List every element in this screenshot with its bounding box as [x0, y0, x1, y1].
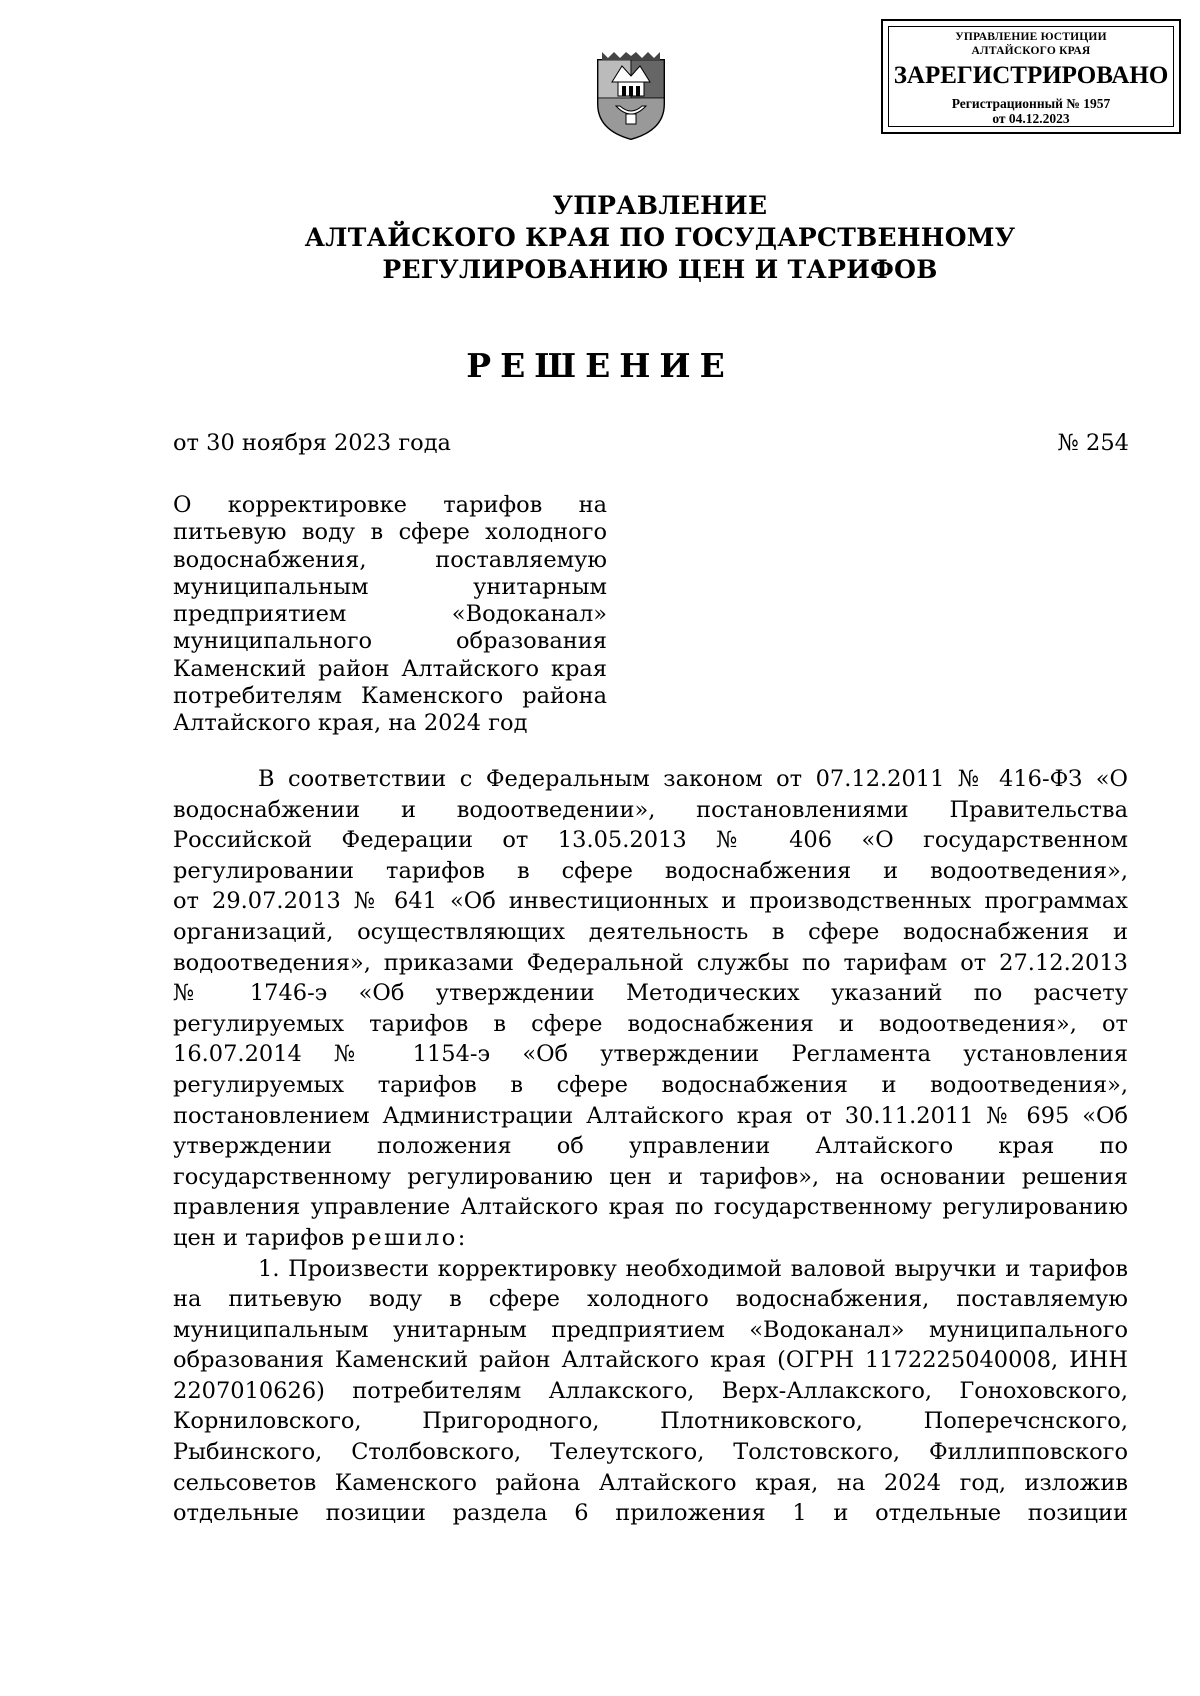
- item1-line: Корниловского, Пригородного, Плотниковского, Поперечснского,: [173, 1408, 1128, 1435]
- body-line: утверждении положения об управлении Алтайского края по: [173, 1133, 1128, 1160]
- subject-line: Каменский район Алтайского края: [173, 655, 607, 682]
- subject-line: муниципальным унитарным: [173, 573, 607, 600]
- subject-line: потребителям Каменского района: [173, 683, 607, 710]
- body-line-resolution: [173, 1223, 1128, 1254]
- subject-line: муниципального образования: [173, 628, 607, 655]
- body-line: от 29.07.2013 № 641 «Об инвестиционных и производственных программах: [173, 888, 1128, 915]
- document-type-heading: РЕШЕНИЕ: [466, 346, 734, 385]
- stamp-status: ЗАРЕГИСТРИРОВАНО: [893, 62, 1169, 89]
- body-line: постановлением Администрации Алтайского края от 30.11.2011 № 695 «Об: [173, 1102, 1128, 1129]
- body-line: В соответствии с Федеральным законом от 07.12.2011 № 416-ФЗ «О: [258, 766, 1128, 792]
- item1-line: Рыбинского, Столбовского, Телеутского, Толстовского, Филлипповского: [173, 1439, 1128, 1466]
- resolution-word: решило:: [351, 1224, 468, 1251]
- item1-line: отдельные позиции раздела 6 приложения 1 и отдельные позиции: [173, 1500, 1128, 1527]
- body-line: регулировании тарифов в сфере водоснабжения и водоотведения»,: [173, 857, 1128, 884]
- stamp-inner-frame: [888, 26, 1174, 127]
- body-line: № 1746-э «Об утверждении Методических указаний по расчету: [173, 980, 1128, 1007]
- item1-line: образования Каменский район Алтайского края (ОГРН 1172225040008, ИНН: [173, 1347, 1128, 1374]
- authority-line-1: УПРАВЛЕНИЕ: [552, 191, 768, 220]
- item1-line: сельсоветов Каменского района Алтайского края, на 2024 год, изложив: [173, 1469, 1128, 1496]
- subject-line: водоснабжения, поставляемую: [173, 546, 607, 573]
- authority-line-2: АЛТАЙСКОГО КРАЯ ПО ГОСУДАРСТВЕННОМУ: [304, 223, 1016, 252]
- body-line: Российской Федерации от 13.05.2013 № 406 «О государственном: [173, 827, 1128, 854]
- body-line: 16.07.2014 № 1154-э «Об утверждении Регламента установления: [173, 1041, 1128, 1068]
- decision-date: от 30 ноября 2023 года: [173, 430, 451, 456]
- decision-body: [173, 764, 1128, 1529]
- body-line: регулируемых тарифов в сфере водоснабжения и водоотведения»,: [173, 1071, 1128, 1098]
- stamp-reg-number: Регистрационный № 1957: [951, 96, 1111, 111]
- resolution-prefix: цен и тарифов: [173, 1224, 352, 1251]
- stamp-org-line2: АЛТАЙСКОГО КРАЯ: [971, 45, 1091, 57]
- subject-line: питьевую воду в сфере холодного: [173, 519, 607, 546]
- decision-subject: [173, 492, 607, 738]
- registration-stamp: [881, 19, 1181, 134]
- subject-line: О корректировке тарифов на: [173, 492, 607, 518]
- stamp-org-line1: УПРАВЛЕНИЕ ЮСТИЦИИ: [955, 31, 1107, 43]
- item1-line: 1. Произвести корректировку необходимой валовой выручки и тарифов: [258, 1255, 1128, 1282]
- item1-line: на питьевую воду в сфере холодного водоснабжения, поставляемую: [173, 1286, 1128, 1313]
- body-line: организаций, осуществляющих деятельность в сфере водоснабжения и: [173, 918, 1128, 945]
- body-line: водоснабжении и водоотведении», постановлениями Правительства: [173, 796, 1128, 823]
- decision-number: № 254: [1057, 430, 1129, 456]
- item1-line: 2207010626) потребителям Аллакского, Верх-Аллакского, Гоноховского,: [173, 1377, 1128, 1404]
- subject-line: предприятием «Водоканал»: [173, 601, 607, 628]
- body-line: государственному регулированию цен и тарифов», на основании решения: [173, 1163, 1128, 1190]
- subject-line: Алтайского края, на 2024 год: [173, 710, 528, 737]
- body-line: правления управление Алтайского края по государственному регулированию: [173, 1194, 1128, 1221]
- body-line: регулируемых тарифов в сфере водоснабжения и водоотведения», от: [173, 1010, 1128, 1037]
- altai-coat-of-arms-icon: [592, 46, 670, 142]
- issuing-authority-title: [220, 190, 1100, 286]
- stamp-reg-date: от 04.12.2023: [992, 111, 1070, 126]
- item1-line: муниципальным унитарным предприятием «Водоканал» муниципального: [173, 1316, 1128, 1343]
- body-line: водоотведения», приказами Федеральной службы по тарифам от 27.12.2013: [173, 949, 1128, 976]
- authority-line-3: РЕГУЛИРОВАНИЮ ЦЕН И ТАРИФОВ: [382, 255, 938, 284]
